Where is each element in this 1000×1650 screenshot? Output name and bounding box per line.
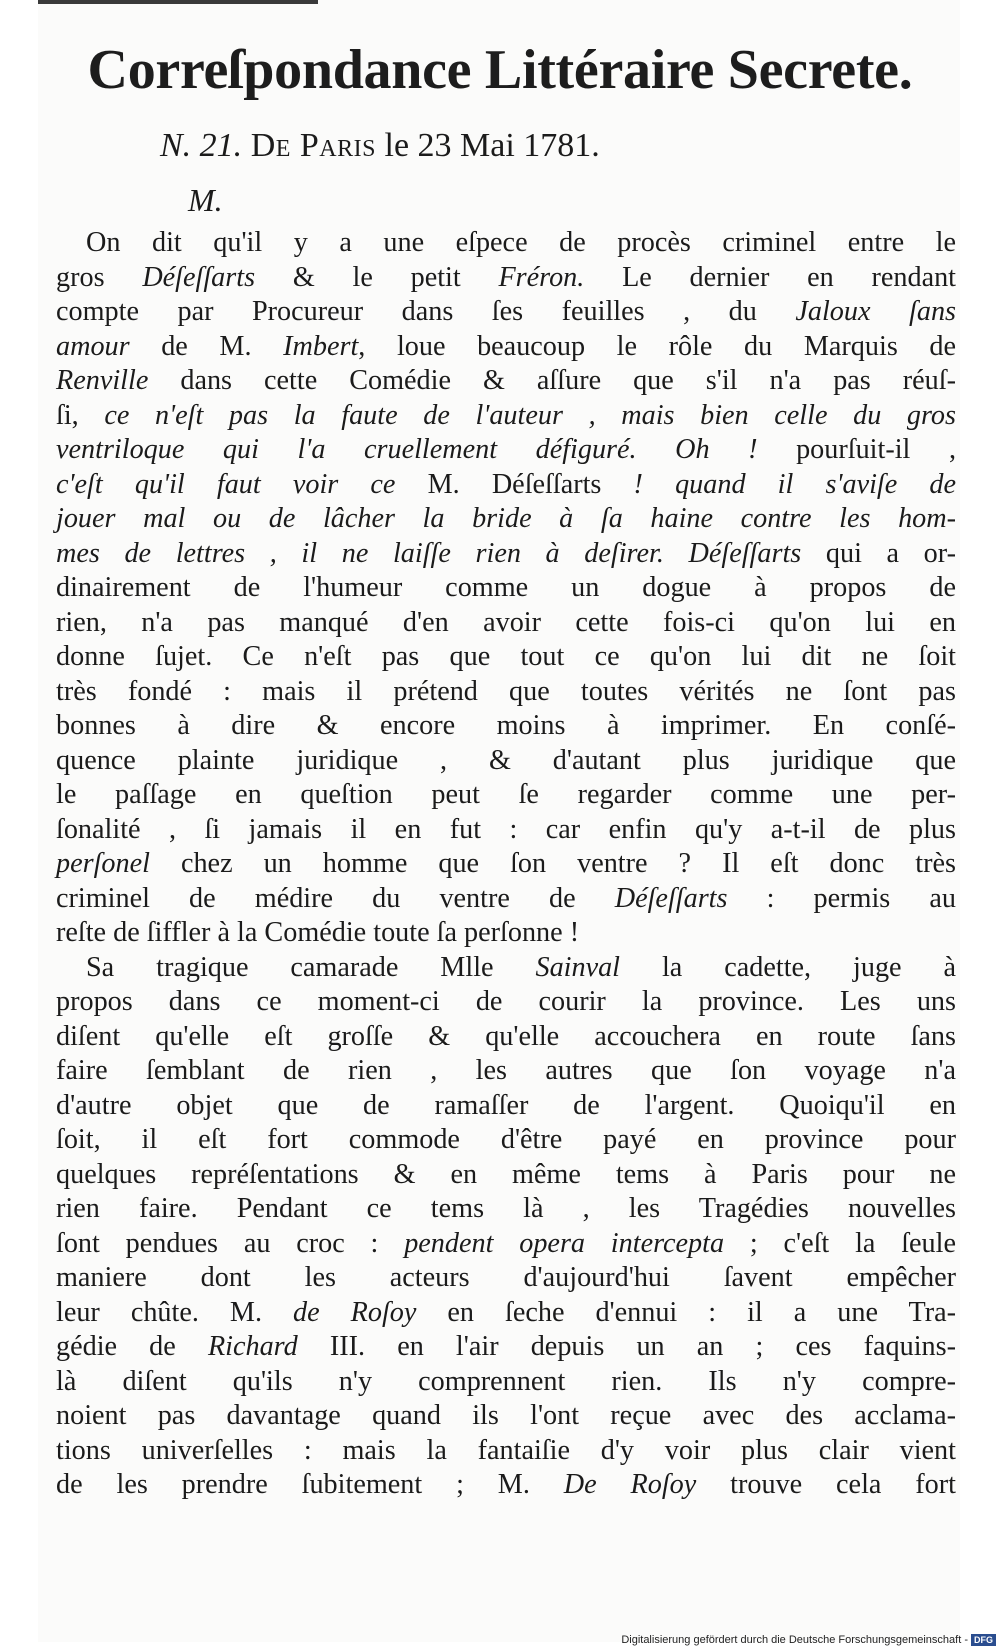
text-run: Imbert: [283, 330, 359, 362]
text-run: pourſuit-il ,: [757, 434, 956, 465]
text-run: ! quand il s'aviſe de: [633, 468, 957, 500]
salutation: M.: [188, 182, 223, 218]
text-run: criminel de médire du ventre de: [56, 882, 615, 914]
text-run: On dit qu'il y a une eſpece de procès criminel entre le: [86, 227, 956, 258]
top-rule: [38, 0, 318, 4]
text-line: [56, 1365, 956, 1400]
text-run: trouve cela fort: [696, 1469, 956, 1500]
credit-text: Digitalisierung gefördert durch die Deutsche Forschungsgemeinschaft -: [621, 1634, 968, 1646]
text-run: : permis au: [727, 882, 956, 914]
text-run: en ſeche d'ennui : il a une Tra-: [416, 1296, 956, 1328]
text-line: [56, 364, 956, 399]
digitization-credit: [621, 1633, 996, 1647]
text-run: leur chûte. M.: [56, 1296, 294, 1328]
text-line: [56, 433, 956, 468]
text-run: Le dernier en rendant: [584, 261, 957, 293]
issue-number: N. 21.: [160, 127, 243, 164]
text-line: [56, 399, 956, 434]
text-run: de les prendre ſubitement ; M.: [56, 1469, 564, 1500]
text-run: ce n'eſt pas la faute de l'auteur , mais bien celle du gros: [104, 399, 956, 431]
text-run: De Roſoy: [563, 1469, 697, 1500]
page-title: Correſpondance Littéraire Secrete.: [87, 39, 913, 101]
text-line: [56, 606, 956, 641]
text-line: [56, 985, 956, 1020]
text-line: [56, 1123, 956, 1158]
text-run: le paſſage en queſtion peut ſe regarder comme une per-: [56, 779, 956, 810]
text-line: [56, 1330, 956, 1365]
text-run: noient pas davantage quand ils l'ont reçue avec des acclama-: [56, 1400, 956, 1431]
text-run: dans cette Comédie & aſſure que s'il n'a pas réuſ-: [148, 365, 956, 396]
text-run: qui a or-: [801, 537, 956, 569]
text-run: diſent qu'elle eſt groſſe & qu'elle accouchera en route ſans: [56, 1020, 956, 1052]
text-run: ventriloque qui l'a cruellement défiguré. Oh !: [56, 434, 758, 465]
text-run: Jaloux ſans: [795, 296, 957, 327]
text-run: Sainval: [535, 951, 621, 983]
text-line: [56, 1434, 956, 1469]
text-run: ſont pendues au croc :: [56, 1227, 405, 1259]
text-line: [56, 882, 956, 917]
text-run: ſonalité , ſi jamais il en fut : car enfin qu'y a-t-il de plus: [56, 813, 956, 845]
text-run: pendent opera intercepta: [404, 1227, 725, 1259]
text-run: M. Déſeſſarts: [395, 468, 634, 500]
text-line: [56, 847, 956, 882]
text-run: amour: [56, 330, 130, 362]
text-line: [56, 640, 956, 675]
text-line: [56, 1399, 956, 1434]
text-run: Fréron.: [498, 261, 585, 293]
text-run: ; c'eſt la ſeule: [724, 1227, 956, 1259]
text-line: [56, 571, 956, 606]
text-run: très fondé : mais il prétend que toutes vérités ne ſont pas: [56, 675, 956, 707]
body-text: [56, 226, 956, 1503]
text-line: [56, 468, 956, 503]
text-line: [56, 916, 956, 951]
text-run: donne ſujet. Ce n'eſt pas que tout ce qu'on lui dit ne ſoit: [56, 641, 956, 672]
text-run: dinairement de l'humeur comme un dogue à propos de: [56, 572, 956, 603]
text-line: [56, 951, 956, 986]
text-line: [56, 1089, 956, 1124]
text-run: rien faire. Pendant ce tems là , les Tragédies nouvelles: [56, 1193, 956, 1224]
text-run: quence plainte juridique , & d'autant plus juridique que: [56, 744, 956, 776]
text-run: ſoit, il eſt fort commode d'être payé en province pour: [56, 1124, 956, 1155]
text-run: quelques repréſentations & en même tems à Paris pour ne: [56, 1158, 956, 1190]
text-line: [56, 813, 956, 848]
text-run: de M.: [129, 330, 284, 362]
text-line: [56, 675, 956, 710]
text-line: [56, 1020, 956, 1055]
text-run: perſonel: [56, 848, 150, 879]
text-run: maniere dont les acteurs d'aujourd'hui ſavent empêcher: [56, 1262, 956, 1293]
text-line: [56, 1158, 956, 1193]
text-run: la cadette, juge à: [620, 951, 956, 983]
text-line: [56, 1296, 956, 1331]
text-line: [56, 1468, 956, 1503]
text-run: reſte de ſiffler à la Comédie toute ſa perſonne !: [56, 917, 580, 948]
text-line: [56, 1192, 956, 1227]
text-line: [56, 1261, 956, 1296]
dfg-logo: DFG: [971, 1634, 996, 1646]
text-run: gros: [56, 261, 143, 293]
text-run: d'autre objet que de ramaſſer de l'argent. Quoiqu'il en: [56, 1089, 956, 1121]
text-run: Renville: [56, 365, 149, 396]
text-run: là diſent qu'ils n'y comprennent rien. Ils n'y compre-: [56, 1365, 956, 1397]
text-run: III. en l'air depuis un an ; ces faquins-: [297, 1331, 956, 1362]
text-run: rien, n'a pas manqué d'en avoir cette fois-ci qu'on lui en: [56, 606, 956, 638]
text-run: jouer mal ou de lâcher la bride à ſa haine contre les hom-: [56, 503, 956, 534]
text-run: & le petit: [255, 261, 499, 293]
text-line: [56, 537, 956, 572]
text-line: [56, 778, 956, 813]
text-line: [56, 226, 956, 261]
dateline: [160, 124, 900, 168]
text-run: de Roſoy: [293, 1296, 417, 1328]
text-line: [56, 295, 956, 330]
text-run: Déſeſſarts: [142, 261, 256, 293]
text-run: compte par Procureur dans ſes feuilles , du: [56, 296, 796, 327]
text-run: chez un homme que ſon ventre ? Il eſt donc très: [149, 848, 956, 879]
text-run: faire ſemblant de rien , les autres que ſon voyage n'a: [56, 1055, 956, 1086]
text-line: [56, 709, 956, 744]
text-run: bonnes à dire & encore moins à imprimer. En conſé-: [56, 710, 956, 741]
text-run: c'eſt qu'il faut voir ce: [56, 468, 396, 500]
text-run: ſi,: [56, 399, 105, 431]
text-line: [56, 744, 956, 779]
text-run: Déſeſſarts: [614, 882, 728, 914]
text-line: [56, 330, 956, 365]
text-line: [56, 502, 956, 537]
text-run: gédie de: [56, 1331, 208, 1362]
text-line: [56, 1054, 956, 1089]
text-run: mes de lettres , il ne laiſſe rien à deſirer. Déſeſſarts: [56, 537, 802, 569]
dateline-place: De Paris: [250, 127, 376, 164]
document-page: [38, 0, 960, 1642]
text-run: Richard: [207, 1331, 298, 1362]
text-run: tions univerſelles : mais la fantaiſie d'y voir plus clair vient: [56, 1434, 956, 1466]
text-run: , loue beaucoup le rôle du Marquis de: [358, 330, 956, 362]
text-line: [56, 261, 956, 296]
text-run: Sa tragique camarade Mlle: [86, 951, 536, 983]
text-run: propos dans ce moment-ci de courir la province. Les uns: [56, 986, 956, 1017]
dateline-date: le 23 Mai 1781.: [384, 127, 600, 164]
text-line: [56, 1227, 956, 1262]
